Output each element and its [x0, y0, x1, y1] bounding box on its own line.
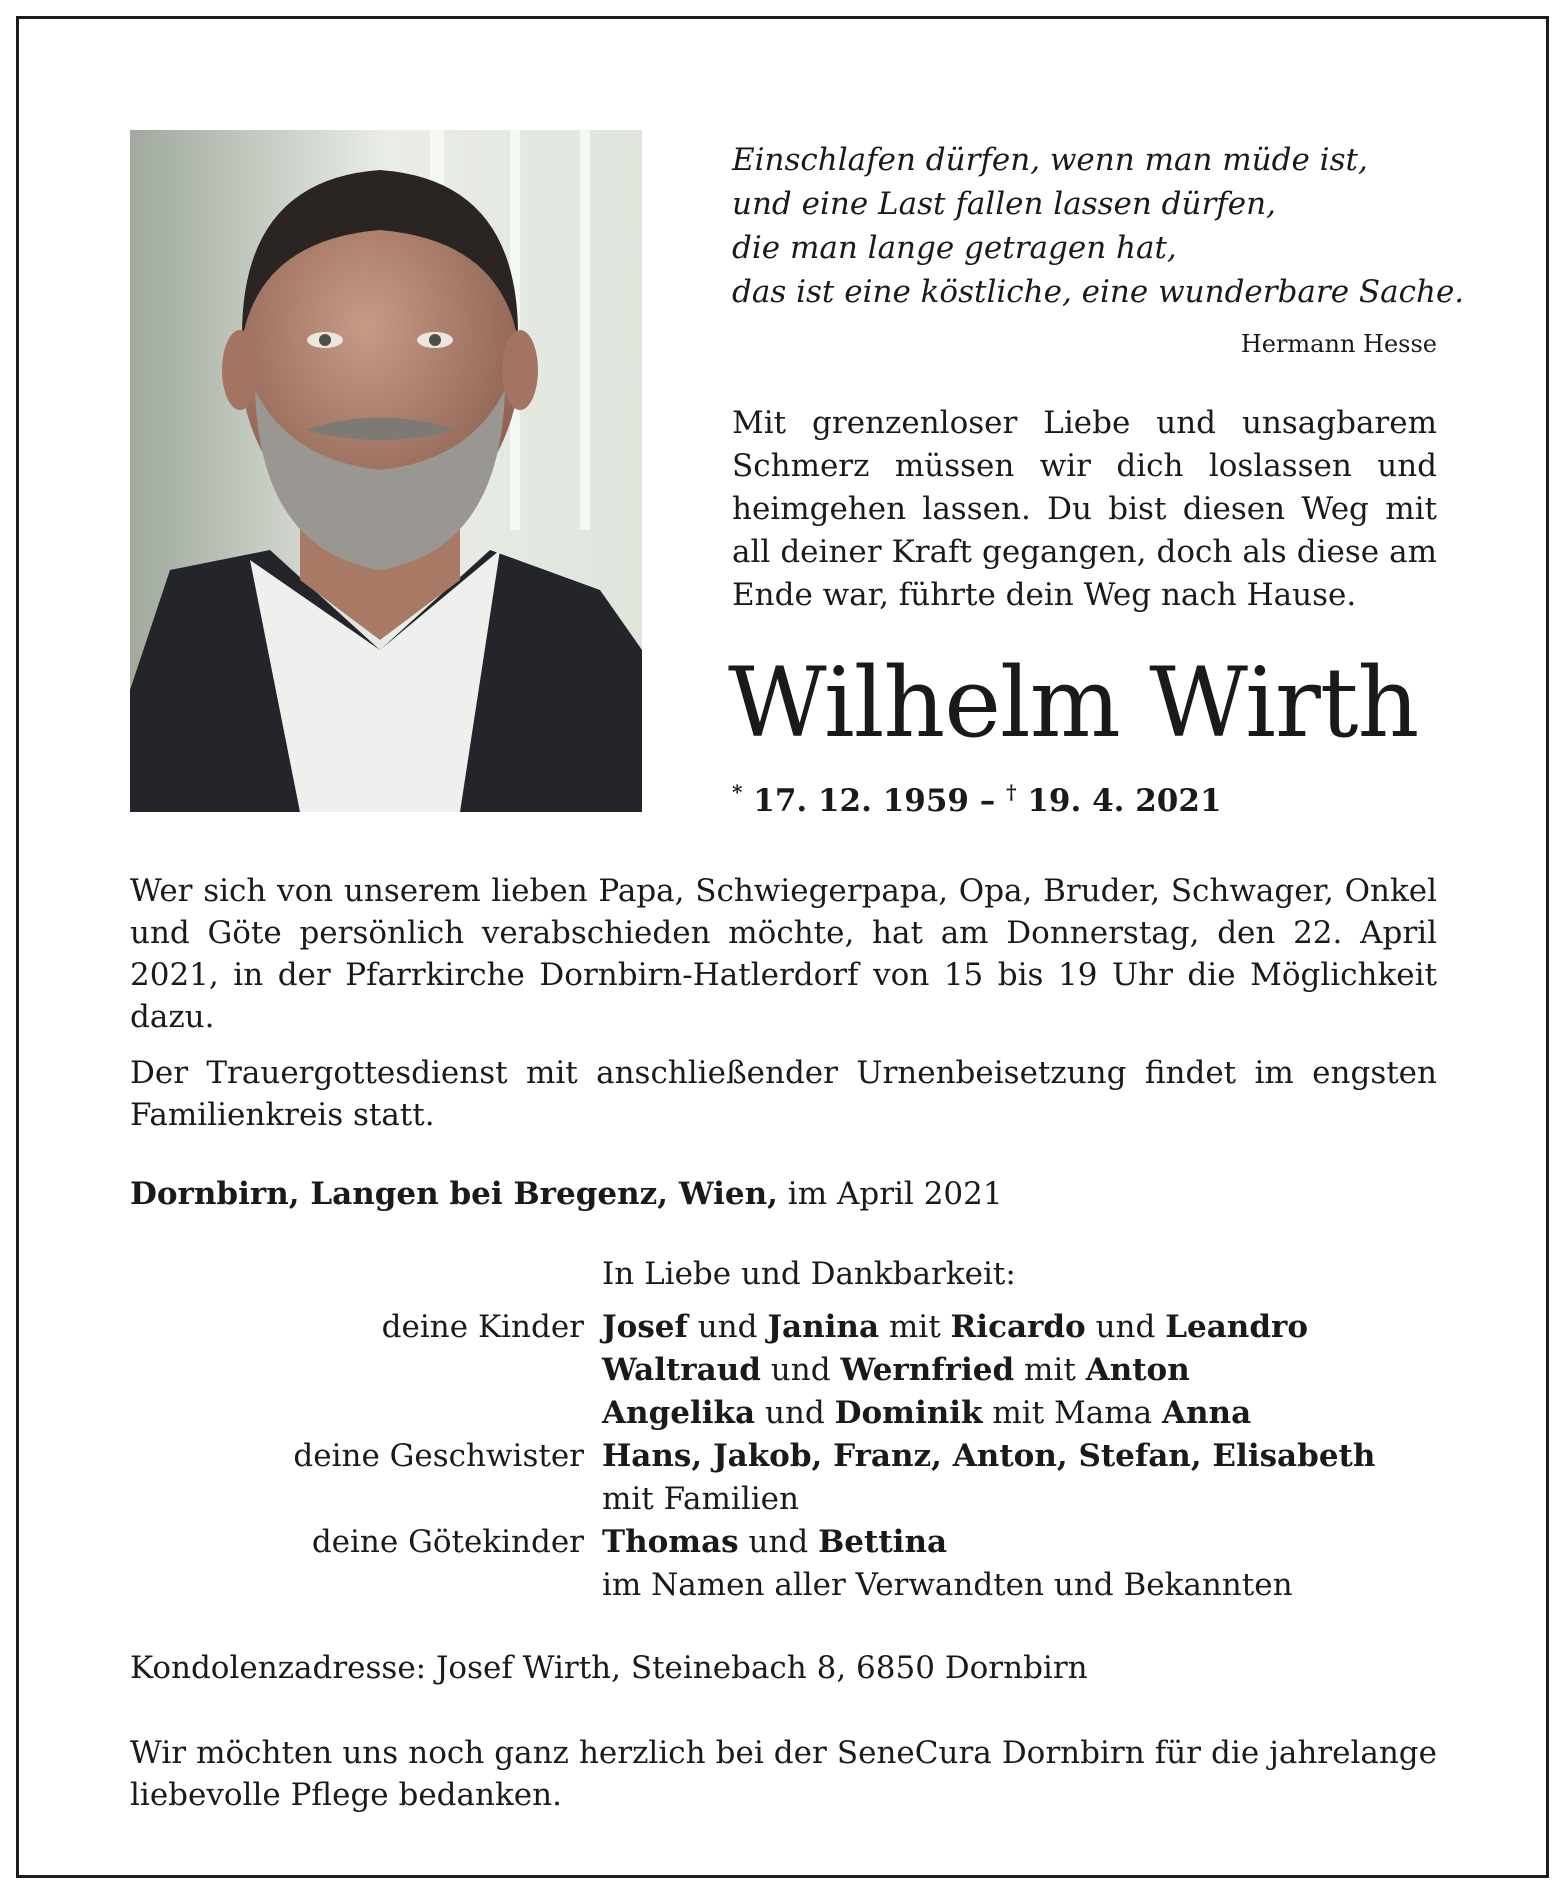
quote-line: das ist eine köstliche, eine wunderbare Sache.	[732, 274, 1465, 310]
life-dates	[732, 780, 1222, 819]
family-relation-label	[130, 1478, 602, 1521]
family-connector-text: und	[760, 1352, 841, 1388]
family-row	[130, 1392, 1437, 1435]
family-names	[602, 1564, 1437, 1607]
family-relation-label	[130, 1564, 602, 1607]
family-relation-label	[130, 1392, 602, 1435]
family-connector-text: und	[687, 1309, 768, 1345]
portrait-illustration	[130, 130, 642, 812]
date-separator: –	[979, 783, 996, 819]
family-member-name: Hans, Jakob, Franz, Anton, Stefan, Elisabeth	[602, 1438, 1376, 1474]
family-connector-text: mit Mama	[982, 1395, 1162, 1431]
family-relation-label: deine Geschwister	[293, 1438, 584, 1474]
family-row	[130, 1521, 1437, 1564]
family-member-name: Wernfried	[840, 1352, 1015, 1388]
family-connector-text: mit	[879, 1309, 951, 1345]
family-connector-text: und	[755, 1395, 835, 1431]
family-relation-label: deine Götekinder	[311, 1524, 584, 1560]
family-connector-text: im Namen aller Verwandten und Bekannten	[602, 1567, 1293, 1603]
family-member-name: Leandro	[1165, 1309, 1309, 1345]
family-names	[602, 1478, 1437, 1521]
quote-author: Hermann Hesse	[1240, 330, 1437, 358]
birth-date: 17. 12. 1959	[753, 783, 969, 819]
family-row	[130, 1349, 1437, 1392]
intro-text: Mit grenzenloser Liebe und unsagbarem Schmerz müssen wir dich loslassen und heimgehen lassen. Du bist diesen Weg mit all deiner Kraft gegangen, doch als diese am Ende war, führte dein Weg nach Hause.	[732, 405, 1437, 613]
family-names	[602, 1306, 1437, 1349]
family-member-name: Janina	[767, 1309, 880, 1345]
deceased-name: Wilhelm Wirth	[728, 647, 1419, 759]
family-connector-text: und	[738, 1524, 819, 1560]
family-member-name: Ricardo	[950, 1309, 1086, 1345]
condolence-address: Kondolenzadresse: Josef Wirth, Steinebach 8, 6850 Dornbirn	[130, 1650, 1088, 1686]
farewell-paragraph: Wer sich von unserem lieben Papa, Schwiegerpapa, Opa, Bruder, Schwager, Onkel und Göte persönlich verabschieden möchte, hat am Donnerstag, den 22. April 2021, in der Pfarrkirche Dornbirn-Hatlerdorf von 15 bis 19 Uhr die Möglichkeit dazu.	[130, 873, 1437, 1035]
quote-block	[732, 138, 1465, 358]
gratitude-paragraph: Wir möchten uns noch ganz herzlich bei der SeneCura Dornbirn für die jahrelange liebevolle Pflege bedanken.	[130, 1735, 1437, 1813]
family-relation-label	[130, 1349, 602, 1392]
quote-line: und eine Last fallen lassen dürfen,	[732, 186, 1276, 222]
family-member-name: Anton	[1085, 1352, 1190, 1388]
places: Dornbirn, Langen bei Bregenz, Wien,	[130, 1176, 778, 1212]
family-member-name: Anna	[1161, 1395, 1252, 1431]
family-connector-text: und	[1085, 1309, 1166, 1345]
family-names	[602, 1435, 1437, 1478]
family-row	[130, 1306, 1437, 1349]
family-member-name: Bettina	[818, 1524, 948, 1560]
service-paragraph: Der Trauergottesdienst mit anschließender Urnenbeisetzung findet im engsten Familienkreis statt.	[130, 1055, 1437, 1133]
thanks-line: In Liebe und Dankbarkeit:	[602, 1256, 1016, 1292]
family-row	[130, 1435, 1437, 1478]
place-date-line	[130, 1176, 1003, 1212]
death-symbol: †	[1006, 780, 1017, 804]
quote-line: Einschlafen dürfen, wenn man müde ist,	[732, 142, 1368, 178]
family-row	[130, 1564, 1437, 1607]
family-member-name: Josef	[602, 1309, 688, 1345]
family-member-name: Waltraud	[602, 1352, 761, 1388]
month-year: im April 2021	[777, 1176, 1003, 1212]
family-names	[602, 1392, 1437, 1435]
death-date: 19. 4. 2021	[1027, 783, 1222, 819]
birth-symbol: *	[732, 780, 743, 804]
family-member-name: Angelika	[602, 1395, 756, 1431]
family-member-name: Thomas	[602, 1524, 739, 1560]
family-connector-text: mit	[1014, 1352, 1086, 1388]
quote-line: die man lange getragen hat,	[732, 230, 1177, 266]
family-member-name: Dominik	[834, 1395, 983, 1431]
family-list	[130, 1306, 1437, 1607]
portrait-photo	[130, 130, 642, 812]
family-connector-text: mit Familien	[602, 1481, 799, 1517]
family-names	[602, 1521, 1437, 1564]
family-row	[130, 1478, 1437, 1521]
family-relation-label: deine Kinder	[381, 1309, 584, 1345]
family-names	[602, 1349, 1437, 1392]
